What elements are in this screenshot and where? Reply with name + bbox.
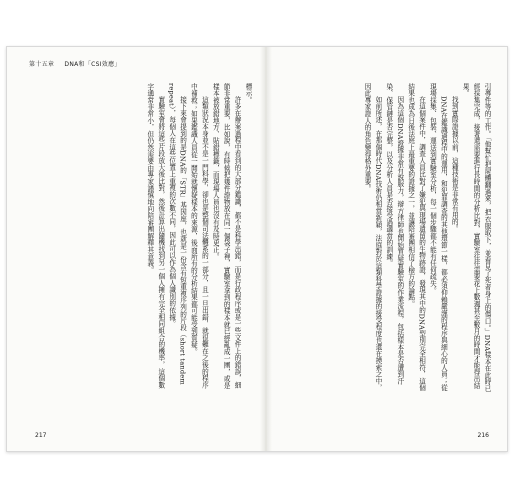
book-spread xyxy=(6,46,508,452)
right-page xyxy=(272,47,507,451)
paragraph: 標示。 xyxy=(244,83,252,104)
running-head-chapter: 第十五章 xyxy=(29,61,55,68)
left-page-text xyxy=(27,83,253,395)
page-number: 216 xyxy=(477,432,489,439)
running-head-title: DNA和「CSI效應」 xyxy=(64,61,121,68)
paragraph: 如前所述，在那個時代DNA技術仍相當新穎，法庭對於這類科學證據的接受程度也還在摸索之中，因此專家證人的角色變得格外重要。 xyxy=(363,83,382,392)
paragraph: 在這個案件中，調查人員比對了嫌犯與現場遺留的生物跡證，發現其中的DNA型別完全相符，這個結果也成為日後法庭上最重要的證據之一，並讓陪審團相信了檢方的論點。 xyxy=(406,83,426,392)
page-number: 217 xyxy=(35,432,47,439)
paragraph: 引導件等的工作。「他幫忙把屍體翻過來，把衣服取下，並看見了死者身上的傷口。」DNA樣本在此時已經採集完成，接著還需要進行長時間的分析比對，實驗室往往需要花上數週甚至數月的時間才能得出結果。 xyxy=(461,83,491,393)
paragraph: 實驗室會將這些片段放大後比對，然後計算出隨機找到另一個人擁有完全相同組合的機率，這個數字通常非常小，但仍然需要由專家謹慎地向陪審團解釋其意義。 xyxy=(145,83,165,389)
paragraph: 接下來會提到的是DNA的「STR」基因座，也就是一份含有短重複序列的片段（short tandem repeat），每個人在這些位置上重複的次數不同，因此可以作為個人識別的依據。 xyxy=(167,83,187,385)
right-page-text xyxy=(278,83,492,395)
paragraph: 因為這個DNA證據非常有說服力，辯方律師也開始質疑實驗室的作業流程，包括樣本是否遭到汙染、保管鏈是否完整，以及分析人員是否接受過適當的訓練。 xyxy=(384,83,404,385)
left-page xyxy=(7,47,260,451)
running-head xyxy=(29,59,129,68)
paragraph: DNA在鑑識過程中的運用，和犯罪調查的其他環節一樣，都必須仰賴嚴謹的程序與細心的人員；從現場採集、包裝、運送到實驗室分析，每一個步驟都不能有任何疏失。 xyxy=(428,83,448,392)
paragraph: 許多在辦案過程中看到的大部分鑑識，都不是科學出錯，而是行政程序或是一些文件上的錯誤，細節非常重要，比如說，有時候把幾件證物放在同一個袋子裡，實驗室拿到的樣本就已經亂成一團，或是樣本被放錯地方、貼錯標籤，而現場人員也沒有及時更正。 xyxy=(211,83,242,389)
paragraph: 找到實際證據以前，這種技術是非常有用的。 xyxy=(450,96,459,233)
book-gutter xyxy=(260,47,272,451)
paragraph: 這類狀況本身並不是一門科學，卻也是整個司法體系的一部分，且一旦出錯，就很難在之後的程序中補救；如果鑑識人員從一開始就懷疑樣本的來源，後面所有的分析結果都可能受到質疑。 xyxy=(189,83,209,389)
